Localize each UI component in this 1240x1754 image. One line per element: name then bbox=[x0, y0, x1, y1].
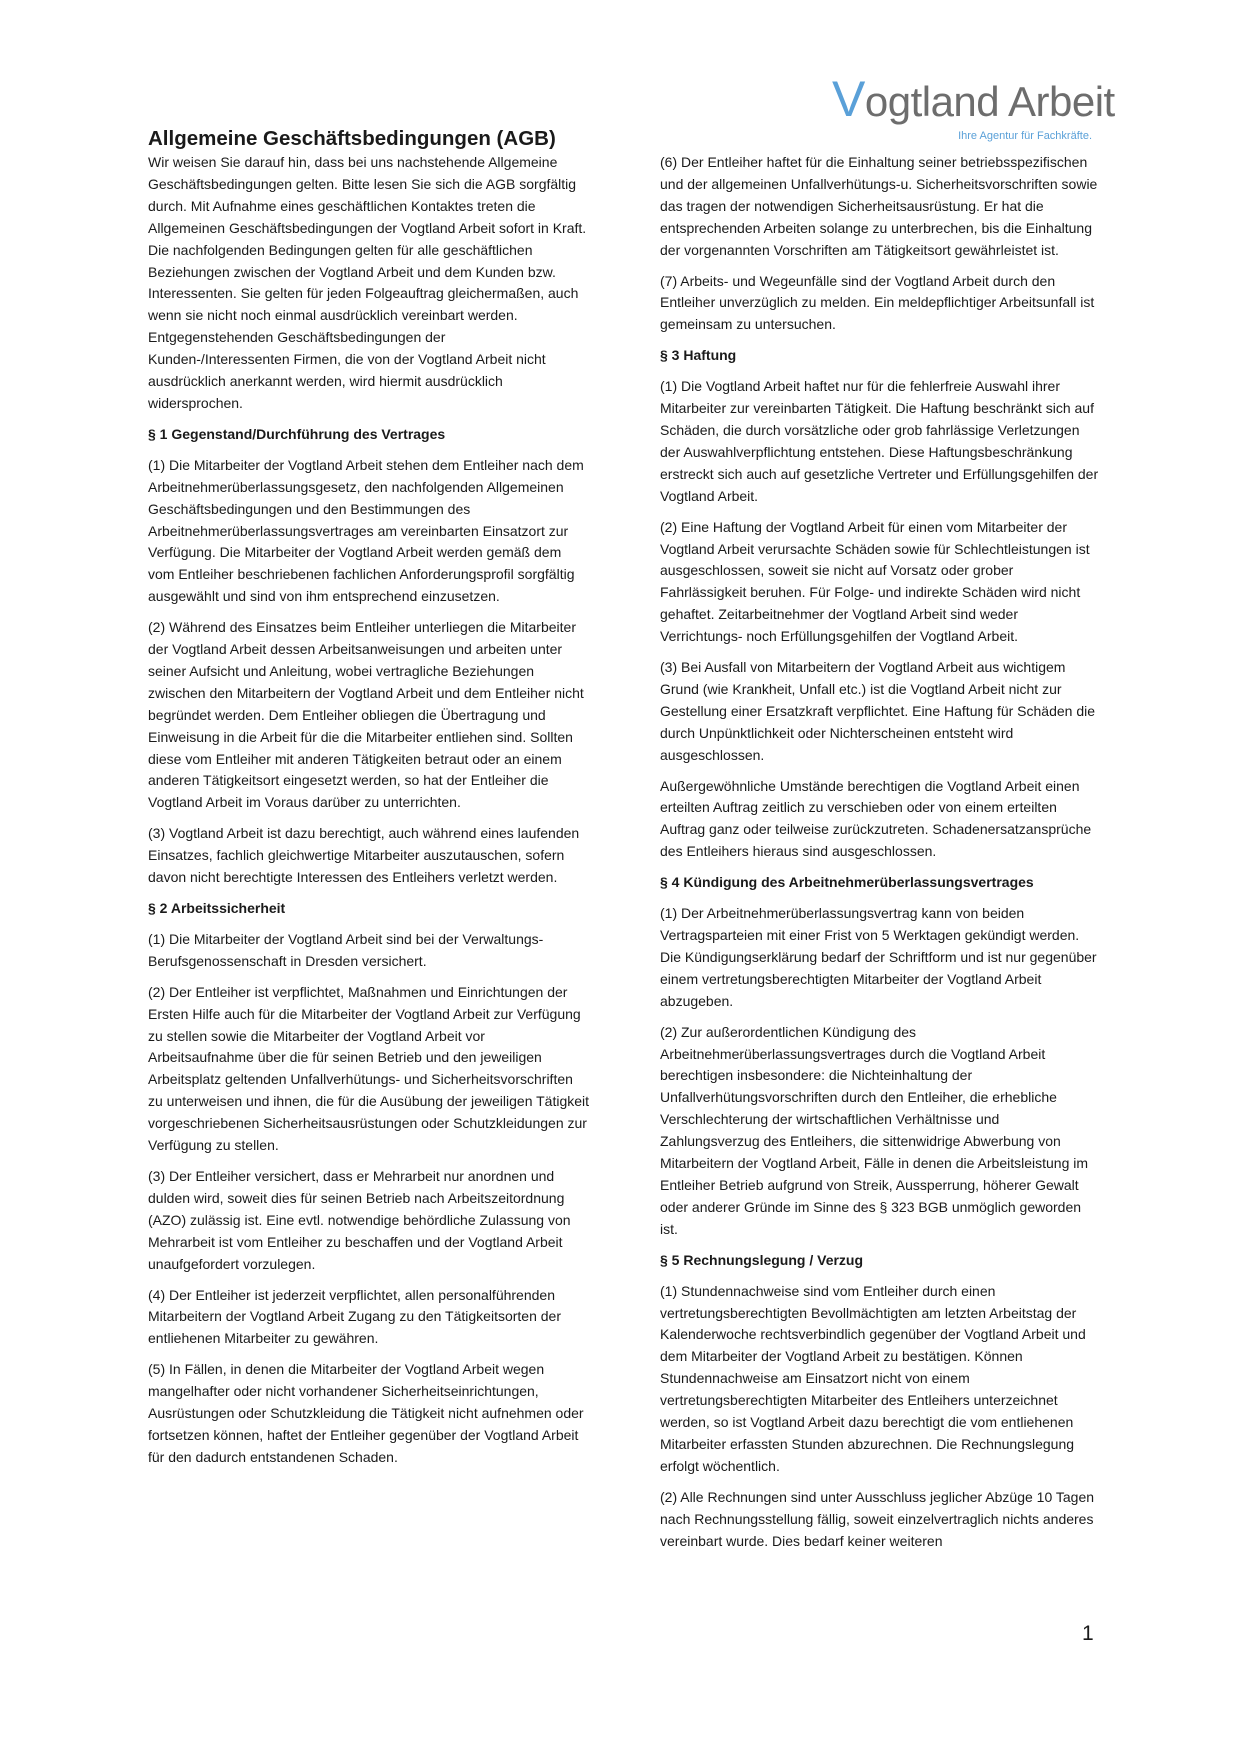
paragraph: (5) In Fällen, in denen die Mitarbeiter der Vogtland Arbeit wegen mangelhafter oder nicht vorhandener Sicherheitseinrichtungen, Ausrüstungen oder Schutzkleidung die Tätigkeit nicht aufnehmen oder fortsetzen können, haftet der Entleiher gegenüber der Vogtland Arbeit für den dadurch entstandenen Schaden. bbox=[148, 1361, 584, 1465]
paragraph: (1) Die Vogtland Arbeit haftet nur für die fehlerfreie Auswahl ihrer Mitarbeiter zur vereinbarten Tätigkeit. Die Haftung beschränkt sich auf Schäden, die durch vorsätzliche oder grob fahrlässige Verletzungen der Auswahlverpflichtung entstehen. Diese Haftungsbeschränkung erstreckt sich auch auf gesetzliche Vertreter und Erfüllungsgehilfen der Vogtland Arbeit. bbox=[660, 378, 1099, 504]
paragraph: (6) Der Entleiher haftet für die Einhaltung seiner betriebsspezifischen und der allgemeinen Unfallverhütungs-u. Sicherheitsvorschriften sowie das tragen der notwendigen Sicherheitsausrüstung. Er hat die entsprechenden Arbeiten solange zu unterbrechen, bis die Einhaltung der vorgenannten Vorschriften am Tätigkeitsort gewährleistet ist. bbox=[660, 154, 1098, 258]
page-title: Allgemeine Geschäftsbedingungen (AGB) bbox=[148, 127, 556, 150]
paragraph: (4) Der Entleiher ist jederzeit verpflichtet, allen personalführenden Mitarbeitern der Vogtland Arbeit Zugang zu den Tätigkeitsorten der entliehenen Mitarbeiter zu gewähren. bbox=[148, 1286, 561, 1347]
paragraph: (3) Der Entleiher versichert, dass er Mehrarbeit nur anordnen und dulden wird, soweit dies für seinen Betrieb nach Arbeitszeitordnung (AZO) zulässig ist. Eine evtl. notwendige behördliche Zulassung von Mehrarbeit ist vom Entleiher zu beschaffen und der Vogtland Arbeit unaufgefordert vorzulegen. bbox=[148, 1167, 571, 1272]
paragraph: (3) Vogtland Arbeit ist dazu berechtigt, auch während eines laufenden Einsatzes, fachlich gleichwertige Mitarbeiter auszutauschen, sofern davon nicht berechtigte Interessen des Entleihers verletzt werden. bbox=[148, 825, 580, 886]
paragraph: (2) Alle Rechnungen sind unter Ausschluss jeglicher Abzüge 10 Tagen nach Rechnungsstellung fällig, soweit einzelvertraglich nichts anderes vereinbart wurde. Dies bedarf keiner weiteren bbox=[660, 1488, 1095, 1549]
paragraph: (2) Während des Einsatzes beim Entleiher unterliegen die Mitarbeiter der Vogtland Arbeit dessen Arbeitsanweisungen und arbeiten unter seiner Aufsicht und Anleitung, wobei vertragliche Beziehungen zwischen den Mitarbeitern der Vogtland Arbeit und dem Entleiher nicht begründet werden. Dem Entleiher obliegen die Übertragung und Einweisung in die Arbeit für die die Mitarbeiter entliehen sind. Sollten diese vom Entleiher mit anderen Tätigkeiten betraut oder an einem anderen Tätigkeitsort eingesetzt werden, so hat der Entleiher die Vogtland Arbeit im Voraus darüber zu unterrichten. bbox=[148, 619, 584, 811]
logo-tagline: Ihre Agentur für Fachkräfte. bbox=[958, 130, 1092, 142]
company-logo bbox=[832, 70, 1115, 150]
section-heading: § 2 Arbeitssicherheit bbox=[148, 900, 286, 916]
section-heading: § 4 Kündigung des Arbeitnehmerüberlassungsvertrages bbox=[660, 874, 1034, 891]
paragraph: (3) Bei Ausfall von Mitarbeitern der Vogtland Arbeit aus wichtigem Grund (wie Krankheit, Unfall etc.) ist die Vogtland Arbeit nicht zur Gestellung einer Ersatzkraft verpflichtet. Eine Haftung für Schäden die durch Unpünktlichkeit oder Nichterscheinen entsteht wird ausgeschlossen. bbox=[660, 659, 1096, 763]
paragraph: (7) Arbeits- und Wegeunfälle sind der Vogtland Arbeit durch den Entleiher unverzüglich zu melden. Ein meldepflichtiger Arbeitsunfall ist gemeinsam zu untersuchen. bbox=[660, 272, 1095, 333]
paragraph: (2) Der Entleiher ist verpflichtet, Maßnahmen und Einrichtungen der Ersten Hilfe auch für die Mitarbeiter der Vogtland Arbeit zur Verfügung zu stellen sowie die Mitarbeiter der Vogtland Arbeit vor Arbeitsaufnahme über die für seinen Betrieb und den jeweiligen Arbeitsplatz geltenden Unfallverhütungs- und Sicherheitsvorschriften zu unterweisen und ihnen, die für die Ausübung der jeweiligen Tätigkeit vorgeschriebenen Sicherheitsausrüstungen oder Schutzkleidungen zur Verfügung zu stellen. bbox=[148, 983, 590, 1154]
paragraph: (2) Eine Haftung der Vogtland Arbeit für einen vom Mitarbeiter der Vogtland Arbeit verursachte Schäden sowie für Schlechtleistungen ist ausgeschlossen, soweit sie nicht auf Vorsatz oder grober Fahrlässigkeit beruhen. Für Folge- und indirekte Schäden wird nicht gehaftet. Zeitarbeitnehmer der Vogtland Arbeit sind weder Verrichtungs- noch Erfüllungsgehilfen der Vogtland Arbeit. bbox=[660, 518, 1090, 645]
logo-brand: Vogtland Arbeit bbox=[832, 71, 1115, 127]
paragraph: Wir weisen Sie darauf hin, dass bei uns nachstehende Allgemeine Geschäftsbedingungen gelten. Bitte lesen Sie sich die AGB sorgfältig durch. Mit Aufnahme eines geschäftlichen Kontaktes treten die Allgemeinen Geschäftsbedingungen der Vogtland Arbeit sofort in Kraft. Die nachfolgenden Bedingungen gelten für alle geschäftlichen Beziehungen zwischen der Vogtland Arbeit und dem Kunden bzw. Interessenten. Sie gelten für jeden Folgeauftrag gleichermaßen, auch wenn sie nicht noch einmal ausdrücklich vereinbart werden. Entgegenstehenden Geschäftsbedingungen der Kunden-/Interessenten Firmen, die von der Vogtland Arbeit nicht ausdrücklich anerkannt werden, wird hiermit ausdrücklich widersprochen. bbox=[148, 154, 587, 411]
paragraph: (1) Stundennachweise sind vom Entleiher durch einen vertretungsberechtigten Bevollmächtigten am letzten Arbeitstag der Kalenderwoche rechtsverbindlich gegenüber der Vogtland Arbeit und dem Mitarbeiter der Vogtland Arbeit zu bestätigen. Können Stundennachweise am Einsatzort nicht von einem vertretungsberechtigten Mitarbeiter des Entleihers unterzeichnet werden, so ist Vogtland Arbeit dazu berechtigt die vom entliehenen Mitarbeiter erfassten Stunden abzurechnen. Die Rechnungslegung erfolgt wöchentlich. bbox=[660, 1282, 1086, 1474]
right-column bbox=[660, 152, 1102, 1561]
section-heading: § 1 Gegenstand/Durchführung des Vertrages bbox=[148, 425, 446, 442]
paragraph: (1) Die Mitarbeiter der Vogtland Arbeit stehen dem Entleiher nach dem Arbeitnehmerüberlassungsgesetz, den nachfolgenden Allgemeinen Geschäftsbedingungen und den Bestimmungen des Arbeitnehmerüberlassungsvertrages am vereinbarten Einsatzort zur Verfügung. Die Mitarbeiter der Vogtland Arbeit werden gemäß dem vom Entleiher beschriebenen fachlichen Anforderungsprofil sorgfältig ausgewählt und sind von ihm entsprechend einzusetzen. bbox=[148, 456, 584, 605]
section-heading: § 5 Rechnungslegung / Verzug bbox=[660, 1251, 864, 1268]
section-heading: § 3 Haftung bbox=[660, 347, 737, 364]
paragraph: (2) Zur außerordentlichen Kündigung des Arbeitnehmerüberlassungsvertrages durch die Vogtland Arbeit berechtigen insbesondere: die Nichteinhaltung der Unfallverhütungsvorschriften durch den Entleiher, die erhebliche Verschlechterung der wirtschaftlichen Verhältnisse und Zahlungsverzug des Entleihers, die sittenwidrige Abwerbung von Mitarbeitern der Vogtland Arbeit, Fälle in denen die Arbeitsleistung im Entleiher Betrieb aufgrund von Streik, Aussperrung, höherer Gewalt oder anderer Gründe im Sinne des § 323 BGB unmöglich geworden ist. bbox=[660, 1023, 1089, 1237]
paragraph: Außergewöhnliche Umstände berechtigen die Vogtland Arbeit einen erteilten Auftrag zeitlich zu verschieben oder von einem erteilten Auftrag ganz oder teilweise zurückzutreten. Schadenersatzansprüche des Entleihers hieraus sind ausgeschlossen. bbox=[660, 777, 1092, 860]
page-number: 1 bbox=[1082, 1622, 1094, 1645]
left-column bbox=[148, 127, 590, 1478]
paragraph: (1) Der Arbeitnehmerüberlassungsvertrag kann von beiden Vertragsparteien mit einer Frist von 5 Werktagen gekündigt werden. Die Kündigungserklärung bedarf der Schriftform und ist nur gegenüber einem vertretungsberechtigten Mitarbeiter der Vogtland Arbeit abzugeben. bbox=[660, 905, 1097, 1009]
paragraph: (1) Die Mitarbeiter der Vogtland Arbeit sind bei der Verwaltungs-Berufsgenossenschaft in Dresden versichert. bbox=[148, 930, 544, 969]
